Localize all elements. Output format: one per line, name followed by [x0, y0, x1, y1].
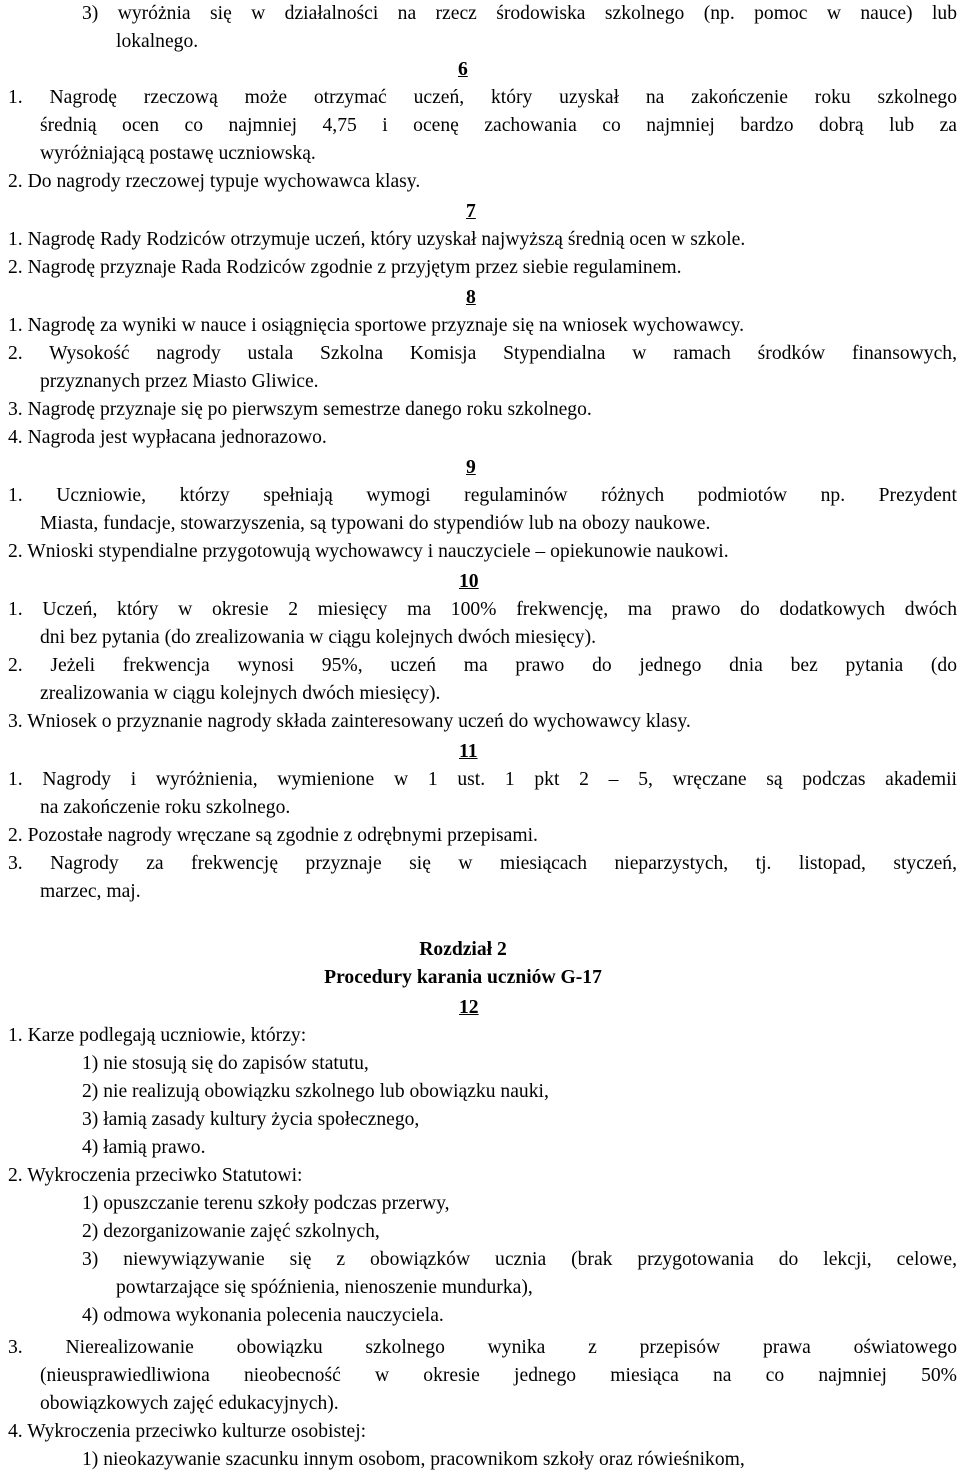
text-line: 2. Wykroczenia przeciwko Statutowi: [8, 1165, 303, 1186]
text-line: 3) niewywiązywanie się z obowiązków ucznia (brak przygotowania do lekcji, celowe, [82, 1249, 957, 1270]
text-line: 1) opuszczanie terenu szkoły podczas przerwy, [82, 1193, 450, 1214]
text-line: 1. Nagrodę rzeczową może otrzymać uczeń, który uzyskał na zakończenie roku szkolnego [8, 87, 957, 108]
text-line: 3) wyróżnia się w działalności na rzecz środowiska szkolnego (np. pomoc w nauce) lub [82, 3, 957, 24]
text-line: 4. Wykroczenia przeciwko kulturze osobistej: [8, 1421, 367, 1442]
section-number: 11 [459, 741, 478, 762]
text-line: (nieusprawiedliwiona nieobecność w okresie jednego miesiąca na co najmniej 50% [40, 1365, 957, 1386]
section-number: 12 [459, 997, 479, 1018]
section-number: 6 [458, 59, 468, 80]
text-line: 3. Nagrody za frekwencję przyznaje się w miesiącach nieparzystych, tj. listopad, styczeń, [8, 853, 957, 874]
text-line: wyróżniającą postawę uczniowską. [40, 143, 316, 164]
text-line: 3. Wniosek o przyznanie nagrody składa zainteresowany uczeń do wychowawcy klasy. [8, 711, 691, 732]
text-line: 4. Nagroda jest wypłacana jednorazowo. [8, 427, 327, 448]
text-line: 2. Pozostałe nagrody wręczane są zgodnie z odrębnymi przepisami. [8, 825, 538, 846]
text-line: 2. Do nagrody rzeczowej typuje wychowawca klasy. [8, 171, 421, 192]
text-line: zrealizowania w ciągu kolejnych dwóch miesięcy). [40, 683, 441, 704]
text-line: 1. Nagrody i wyróżnienia, wymienione w 1 ust. 1 pkt 2 – 5, wręczane są podczas akademii [8, 769, 957, 790]
text-line: 2) dezorganizowanie zajęć szkolnych, [82, 1221, 380, 1242]
text-line: przyznanych przez Miasto Gliwice. [40, 371, 319, 392]
section-number: 7 [466, 201, 476, 222]
text-line: obowiązkowych zajęć edukacyjnych). [40, 1393, 339, 1414]
text-line: lokalnego. [116, 31, 199, 52]
text-line: 1. Nagrodę za wyniki w nauce i osiągnięcia sportowe przyznaje się na wniosek wychowawcy. [8, 315, 744, 336]
chapter-title: Rozdział 2 [419, 939, 507, 960]
text-line: 1. Nagrodę Rady Rodziców otrzymuje uczeń, który uzyskał najwyższą średnią ocen w szkole. [8, 229, 746, 250]
text-line: 1. Uczeń, który w okresie 2 miesięcy ma 100% frekwencję, ma prawo do dodatkowych dwóch [8, 599, 957, 620]
text-line: 3. Nagrodę przyznaje się po pierwszym semestrze danego roku szkolnego. [8, 399, 592, 420]
text-line: średnią ocen co najmniej 4,75 i ocenę zachowania co najmniej bardzo dobrą lub za [40, 115, 957, 136]
text-line: 2. Wnioski stypendialne przygotowują wychowawcy i nauczyciele – opiekunowie naukowi. [8, 541, 729, 562]
text-line: 3. Nierealizowanie obowiązku szkolnego wynika z przepisów prawa oświatowego [8, 1337, 957, 1358]
section-number: 10 [459, 571, 479, 592]
text-line: 4) łamią prawo. [82, 1137, 206, 1158]
text-line: na zakończenie roku szkolnego. [40, 797, 291, 818]
text-line: 4) odmowa wykonania polecenia nauczyciela. [82, 1305, 444, 1326]
text-line: 1. Karze podlegają uczniowie, którzy: [8, 1025, 307, 1046]
text-line: dni bez pytania (do zrealizowania w ciągu kolejnych dwóch miesięcy). [40, 627, 597, 648]
text-line: 1) nieokazywanie szacunku innym osobom, pracownikom szkoły oraz rówieśnikom, [82, 1449, 745, 1470]
text-line: 1. Uczniowie, którzy spełniają wymogi regulaminów różnych podmiotów np. Prezydent [8, 485, 957, 506]
text-line: marzec, maj. [40, 881, 141, 902]
section-number: 8 [466, 287, 476, 308]
text-line: 2. Jeżeli frekwencja wynosi 95%, uczeń ma prawo do jednego dnia bez pytania (do [8, 655, 957, 676]
text-line: 1) nie stosują się do zapisów statutu, [82, 1053, 369, 1074]
chapter-subtitle: Procedury karania uczniów G-17 [324, 967, 602, 988]
text-line: 2. Wysokość nagrody ustala Szkolna Komisja Stypendialna w ramach środków finansowych, [8, 343, 957, 364]
section-number: 9 [466, 457, 476, 478]
text-line: powtarzające się spóźnienia, nienoszenie mundurka), [116, 1277, 533, 1298]
text-line: 3) łamią zasady kultury życia społecznego, [82, 1109, 420, 1130]
text-line: 2) nie realizują obowiązku szkolnego lub obowiązku nauki, [82, 1081, 549, 1102]
text-line: 2. Nagrodę przyznaje Rada Rodziców zgodnie z przyjętym przez siebie regulaminem. [8, 257, 682, 278]
text-line: Miasta, fundacje, stowarzyszenia, są typowani do stypendiów lub na obozy naukowe. [40, 513, 711, 534]
